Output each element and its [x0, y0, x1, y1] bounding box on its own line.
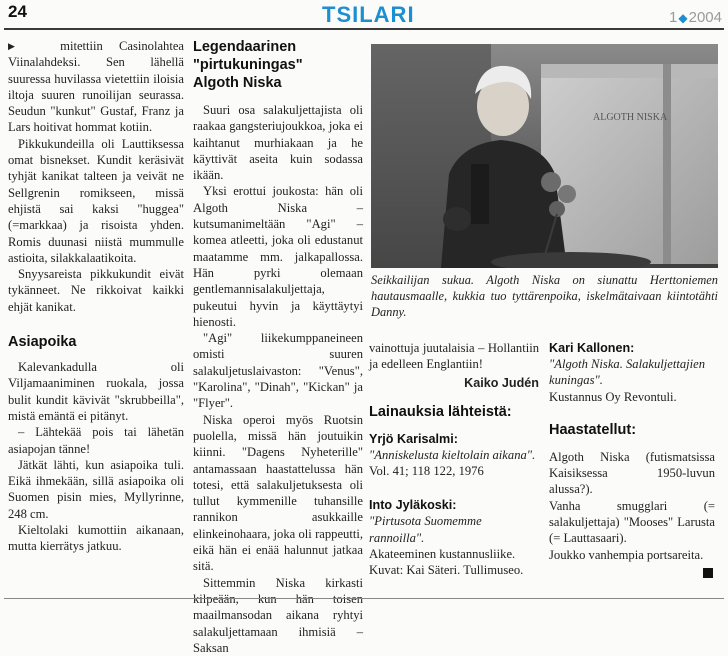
interviewee-item: Joukko vanhempia portsareita. [549, 547, 704, 562]
col1-paragraph: ▶ mitettiin Casinolahtea Viinalahdeksi. Sen lähellä suuressa huvilassa vietettiin iloisia iltoja suuren runoilijan seurassa. Seudun "kunkut" Gustaf, Franz ja Lars hoitivat hommat kotiin. [8, 39, 185, 135]
source-title: "Pirtusota Suomemme rannoilla". [369, 514, 482, 545]
col2-paragraph: Yksi erottui joukosta: hän oli Algoth Niska – kutsumanimeltään "Agi" – komea atleetti, joka oli edustanut maatamme mm. jalkapallossa. Hän pyrki olemaan gentlemannisalakuljettaja, pukeutui hyvin ja käyttäytyi hienosti. [193, 184, 363, 329]
source-author: Into Jyläkoski: [369, 498, 457, 513]
author-byline: Kaiko Judén [464, 375, 539, 390]
header-divider [4, 28, 724, 30]
source-author: Yrjö Karisalmi: [369, 431, 458, 446]
section-heading-sources: Lainauksia lähteistä: [369, 403, 512, 420]
page-bottom-rule [4, 598, 724, 599]
col3-paragraph: vainottuja juutalaisia – Hollantiin ja edelleen Englantiin! [369, 341, 539, 372]
interviewee-item: Vanha smugglari (= salakuljettaja) "Mooses" Larusta (= Lauttasaari). [549, 498, 715, 546]
section-heading-interviewed: Haastatellut: [549, 421, 637, 438]
continuation-arrow-icon: ▶ [8, 41, 28, 51]
source-detail: Vol. 41; 118 122, 1976 [369, 464, 484, 479]
column-3 [369, 340, 539, 579]
end-of-article-mark [703, 568, 713, 578]
section-heading-asiapoika: Asiapoika [8, 334, 77, 351]
col2-paragraph: Niska operoi myös Ruotsin puolella, missä hän joutuikin kiinni. "Dagens Nyheterille" antamassaan haastattelussa hän totesi, että salakuljetuksesta oli tullut kymmenille tuhansille rannikon asukkaille elinkeinohaara, joka oli rappeutti, eikä hän ei enää halunnut jatkaa sitä. [193, 412, 363, 574]
issue-label [669, 9, 722, 26]
source-title: "Algoth Niska. Salakuljettajien kuningas". [549, 357, 706, 388]
col1-paragraph: Pikkukundeilla oli Lauttiksessa omat bisnekset. Kundit keräsivät tyhjät kanikat talteen ja veivät ne Sellgrenin romikseen, missä ehjistä sai kaksi "huggea" (=markkaa) ja risoista yhden. Romis duunasi niistä mummulle astioita, silakkalaatikoita. [8, 136, 184, 265]
issue-number: 1 [669, 9, 678, 26]
col2-paragraph: Sittemmin Niska kirkasti maailmansodan aikana ryhtyi salakuljettamaan ihmisiä – Saksan [193, 575, 363, 655]
col1-paragraph: Kalevankadulla oli Viljamaaniminen ruokala, jossa bulit kundit kävivät "skrubbeilla", mistä emäntä ei pitänyt. [8, 360, 184, 423]
source-author: Kari Kallonen: [549, 341, 635, 355]
source-detail: Kustannus Oy Revontuli. [549, 389, 677, 404]
column-1 [8, 38, 184, 555]
issue-year: 2004 [688, 9, 722, 26]
col1-paragraph: Kieltolaki kumottiin aikanaan, mutta kierrätys jatkuu. [8, 523, 184, 554]
col1-paragraph: – Lähtekää pois tai lähetän asiapojan tänne! [8, 425, 184, 456]
col2-paragraph: "Agi" liikekumppaneineen omisti suuren salakuljetuslaivaston: "Venus", "Karolina", "Dinah", "Kickan" ja "Flyer". [193, 331, 363, 411]
diamond-icon: ◆ [678, 11, 688, 25]
col1-paragraph: Jätkät lähti, kun asiapoika tuli. Eikä ihmekään, sillä asiapoika oli Suomen pisin mies, Myllyrinne, 248 cm. [8, 457, 184, 521]
column-2 [193, 38, 363, 656]
page-number: 24 [8, 2, 27, 21]
source-title: "Anniskelusta kieltolain aikana". [369, 447, 536, 462]
column-4 [549, 340, 715, 563]
photo-caption: Seikkailijan sukua. Algoth Niska on siunattu Herttoniemen hautausmaalle, kukkia tuo tyttärenpoika, iskelmätaivaan kiintotähti Danny. [371, 273, 718, 320]
col2-paragraph: Suuri osa salakuljettajista oli raakaa gangsteriujoukkoa, joka ei kaihtanut murhiakaan ja he käyttivät aseita kuin sodassa ikään. [193, 103, 363, 183]
col1-paragraph: Snyysareista pikkukundit eivät tykänneet. Ne rikkoivat kaikki ehjät kanikat. [8, 267, 184, 314]
magazine-title: TSILARI [322, 2, 415, 27]
gravestone-text: ALGOTH NISKA [593, 112, 668, 123]
source-detail: Akateeminen kustannusliike. Kuvat: Kai Säteri. Tullimuseo. [369, 547, 524, 578]
photo-algoth-niska-grave [371, 44, 718, 268]
article-heading: Legendaarinen "pirtukuningas" Algoth Niska [193, 39, 303, 91]
interviewee-item: Algoth Niska (futismatsissa Kaisiksessa 1950-luvun alussa?). [549, 449, 715, 497]
